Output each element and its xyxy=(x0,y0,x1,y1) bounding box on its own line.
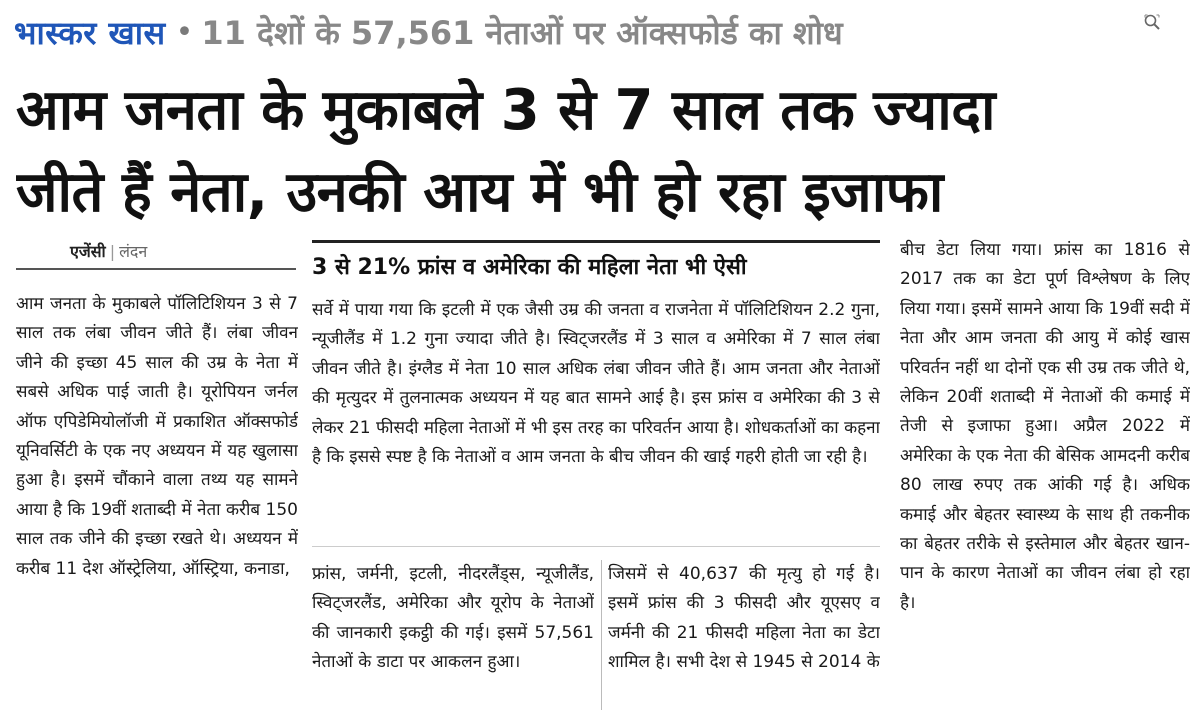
kicker-text: 11 देशों के 57,561 नेताओं पर ऑक्सफोर्ड का शोध xyxy=(201,13,843,52)
article-column-1 xyxy=(16,290,298,706)
column-1-text: आम जनता के मुकाबले पॉलिटिशियन 3 से 7 साल तक लंबा जीवन जीते हैं। लंबा जीवन जीने की इच्छा 45 साल की उम्र के नेता में सबसे अधिक पाई जाती है। यूरोपियन जर्नल ऑफ एपिडेमियोलॉजी में प्रकाशित ऑक्सफोर्ड यूनिवर्सिटी के एक नए अध्ययन में यह खुलासा हुआ है। इसमें चौंकाने वाला तथ्य यह सामने आया है कि 19वीं शताब्दी में नेता करीब 150 साल तक जीने की इच्छा रखते थे। अध्ययन में करीब 11 देश ऑस्ट्रेलिया, ऑस्ट्रिया, कनाडा, xyxy=(16,294,298,579)
byline-city: लंदन xyxy=(119,242,148,261)
kicker-bar xyxy=(14,6,1154,58)
column-2-text: सर्वे में पाया गया कि इटली में एक जैसी उम्र की जनता व राजनेता में पॉलिटिशियन 2.2 गुना, न्यूजीलैंड में 1.2 गुना ज्यादा जीते है। स्विट्जरलैंड में 3 साल व अमेरिका में 7 साल लंबा जीवन जीते है। इंग्लैड में नेता 10 साल अधिक लंबा जीवन जीते हैं। आम जनता और नेताओं की मृत्युदर में तुलनात्मक अध्ययन में यह बात सामने आई है। इस फ्रांस व अमेरिका की 3 से लेकर 21 फीसदी महिला नेताओं में भी इस तरह का परिवर्तन आया है। शोधकर्ताओं का कहना है कि इससे स्पष्ट है कि नेताओं व आम जनता के बीच जीवन की खाई गहरी होती जा रही है। xyxy=(312,300,880,468)
section-divider-rule xyxy=(312,546,880,547)
article-column-4 xyxy=(900,236,1190,706)
subhead: 3 से 21% फ्रांस व अमेरिका की महिला नेता भी ऐसी xyxy=(312,255,747,280)
kicker-separator: • xyxy=(175,14,194,50)
column-vertical-rule xyxy=(601,560,602,710)
column-divider-rule xyxy=(16,268,296,270)
article-column-3a xyxy=(312,560,594,710)
magnify-icon-glyph xyxy=(1143,13,1161,31)
article-column-3b xyxy=(608,560,880,710)
headline-line-1: आम जनता के मुकाबले 3 से 7 साल तक ज्यादा xyxy=(16,78,995,143)
brand-label: भास्कर खास xyxy=(14,13,166,52)
byline xyxy=(70,238,147,264)
column-4-text: बीच डेटा लिया गया। फ्रांस का 1816 से 2017 तक का डेटा पूर्ण विश्लेषण के लिए लिया गया। इसमें सामने आया कि 19वीं सदी में नेता और आम जनता की आयु में कोई खास परिवर्तन नहीं था दोनों एक सी उम्र तक जीते थे, लेकिन 20वीं शताब्दी में नेताओं की कमाई में तेजी से इजाफा हुआ। अप्रैल 2022 में अमेरिका के एक नेता की बेसिक आमदनी करीब 80 लाख रुपए तक आंकी गई है। अधिक कमाई और बेहतर स्वास्थ्य के साथ ही तकनीक का बेहतर तरीके से इस्तेमाल और बेहतर खान-पान के कारण नेताओं का जीवन लंबा हो रहा है। xyxy=(900,240,1190,613)
headline xyxy=(16,70,1186,234)
headline-line-2: जीते हैं नेता, उनकी आय में भी हो रहा इजाफा xyxy=(16,160,943,225)
magnify-icon[interactable] xyxy=(1140,10,1164,34)
article-column-2 xyxy=(312,296,880,536)
byline-agency: एजेंसी xyxy=(70,242,106,261)
byline-separator: | xyxy=(109,241,116,261)
column-3b-text: जिसमें से 40,637 की मृत्यु हो गई है। इसमें फ्रांस की 3 फीसदी और यूएसए व जर्मनी की 21 फीसदी महिला नेता का डेटा शामिल है। सभी देश से 1945 से 2014 के xyxy=(608,564,880,673)
subhead-top-rule xyxy=(312,240,880,243)
column-3a-text: फ्रांस, जर्मनी, इटली, नीदरलैंड्स, न्यूजीलैंड, स्विट्जरलैंड, अमेरिका और यूरोप के नेताओं की जानकारी इकट्ठी की गई। इसमें 57,561 नेताओं के डाटा पर आकलन हुआ। xyxy=(312,564,594,673)
